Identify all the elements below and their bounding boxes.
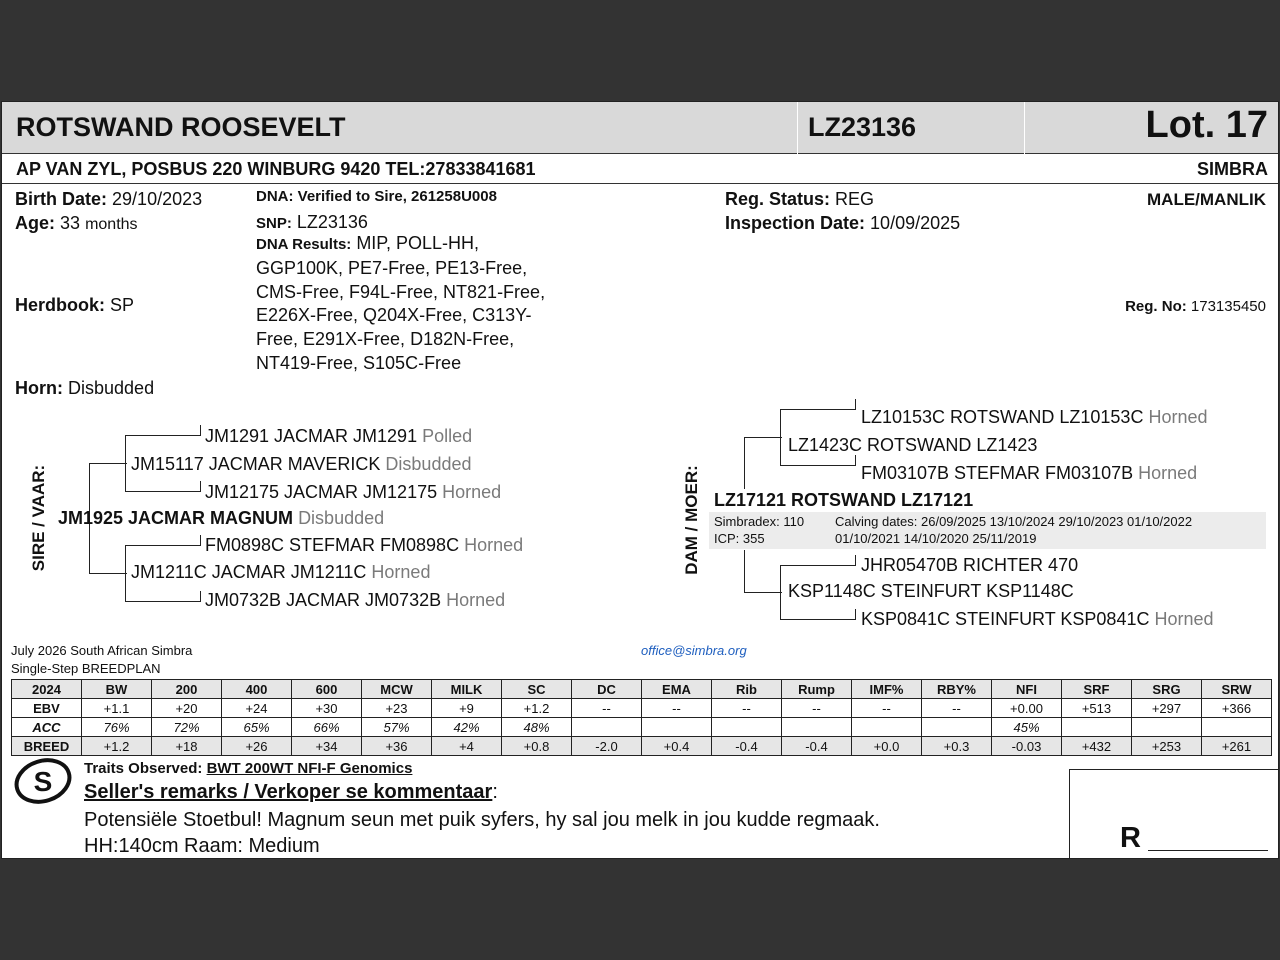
sire-sire-dam bbox=[205, 482, 501, 503]
pedigree-line bbox=[855, 399, 856, 409]
dam-stats bbox=[709, 512, 1266, 549]
sire bbox=[58, 508, 384, 529]
horn-value: Disbudded bbox=[68, 378, 155, 398]
ebv-header-row bbox=[12, 680, 1272, 699]
ancestor-horn: Horned bbox=[1138, 463, 1198, 483]
pedigree-line bbox=[125, 491, 201, 492]
ancestor-horn: Horned bbox=[1154, 609, 1214, 629]
ebv-cell: -- bbox=[922, 699, 992, 718]
ebv-row bbox=[12, 718, 1272, 737]
ebv-cell: +23 bbox=[362, 699, 432, 718]
ebv-cell: -0.4 bbox=[782, 737, 852, 756]
email-link[interactable]: office@simbra.org bbox=[641, 643, 747, 658]
age-label: Age: bbox=[15, 213, 55, 233]
sire-dam-dam bbox=[205, 590, 505, 611]
pedigree-line bbox=[200, 535, 201, 545]
ebv-header-cell: MILK bbox=[432, 680, 502, 699]
icp: ICP: 355 bbox=[714, 531, 765, 546]
age-unit: months bbox=[85, 216, 138, 233]
ancestor-horn: Horned bbox=[371, 562, 431, 582]
ebv-table bbox=[11, 679, 1272, 756]
dam-sire-dam bbox=[861, 463, 1197, 484]
ebv-cell: +18 bbox=[152, 737, 222, 756]
owner-bar bbox=[2, 154, 1279, 184]
horn-label: Horn: bbox=[15, 378, 63, 398]
ancestor-name: KSP1148C STEINFURT KSP1148C bbox=[788, 581, 1074, 601]
horn bbox=[15, 378, 154, 399]
pedigree-line bbox=[89, 573, 127, 574]
traits-observed bbox=[84, 760, 412, 777]
dna-results-value: MIP, POLL-HH, GGP100K, PE7-Free, PE13-Free, CMS-Free, F94L-Free, NT821-Free, E226X-Free, Q204X-Free, C313Y-Free, E291X-Free, D182N-Free, NT419-Free, S105C-Free bbox=[256, 233, 546, 373]
remarks-line: Potensiële Stoetbul! Magnum seun met puik syfers, hy sal jou melk in jou kudde regmaak. bbox=[84, 809, 880, 831]
ebv-cell bbox=[642, 718, 712, 737]
reg-no-value: 173135450 bbox=[1190, 298, 1266, 315]
ebv-row bbox=[12, 699, 1272, 718]
ebv-header-cell: SRW bbox=[1202, 680, 1272, 699]
ancestor-name: FM03107B STEFMAR FM03107B bbox=[861, 463, 1134, 483]
calving-dates-2: 01/10/2021 14/10/2020 25/11/2019 bbox=[835, 531, 1037, 546]
ebv-header-cell: IMF% bbox=[852, 680, 922, 699]
ebv-cell bbox=[922, 718, 992, 737]
ebv-cell: -- bbox=[852, 699, 922, 718]
pedigree-line bbox=[780, 465, 856, 466]
reg-status bbox=[725, 189, 874, 210]
pedigree-line bbox=[744, 550, 745, 592]
breedplan-title-1: July 2026 South African Simbra bbox=[11, 643, 193, 658]
ebv-header-cell: MCW bbox=[362, 680, 432, 699]
ebv-cell: -- bbox=[572, 699, 642, 718]
logo-letter: S bbox=[33, 766, 53, 797]
pedigree-line bbox=[200, 591, 201, 601]
breedplan-title-2: Single-Step BREEDPLAN bbox=[11, 661, 161, 676]
ancestor-name: JM15117 JACMAR MAVERICK bbox=[131, 454, 381, 474]
ebv-header-cell: 600 bbox=[292, 680, 362, 699]
ancestor-name: LZ17121 ROTSWAND LZ17121 bbox=[714, 490, 974, 510]
ancestor-horn: Polled bbox=[422, 426, 473, 446]
ebv-row-label: BREED bbox=[12, 737, 82, 756]
calving-dates-1: Calving dates: 26/09/2025 13/10/2024 29/10/2023 01/10/2022 bbox=[835, 514, 1193, 529]
pedigree-line bbox=[780, 619, 856, 620]
ebv-cell: +30 bbox=[292, 699, 362, 718]
ebv-cell: +36 bbox=[362, 737, 432, 756]
herdbook-label: Herdbook: bbox=[15, 295, 105, 315]
ebv-cell bbox=[1202, 718, 1272, 737]
price-box[interactable] bbox=[1069, 769, 1279, 859]
dam-dam-sire bbox=[861, 555, 1078, 576]
inspection-date bbox=[725, 213, 960, 234]
ancestor-horn: Horned bbox=[446, 590, 506, 610]
lot-card bbox=[1, 101, 1279, 859]
price-label: R bbox=[1120, 822, 1141, 854]
pedigree-line bbox=[780, 565, 781, 619]
ebv-cell: 72% bbox=[152, 718, 222, 737]
age bbox=[15, 213, 138, 234]
ebv-header-cell: RBY% bbox=[922, 680, 992, 699]
ebv-cell bbox=[1132, 718, 1202, 737]
lot-number: Lot. 17 bbox=[1145, 104, 1268, 146]
ebv-row-label: ACC bbox=[12, 718, 82, 737]
sire-sire-sire bbox=[205, 426, 472, 447]
ebv-cell: +20 bbox=[152, 699, 222, 718]
ebv-cell: +366 bbox=[1202, 699, 1272, 718]
sire-dam bbox=[131, 562, 430, 583]
ebv-header-cell: BW bbox=[82, 680, 152, 699]
reg-status-label: Reg. Status: bbox=[725, 189, 831, 209]
ebv-cell: +1.2 bbox=[82, 737, 152, 756]
remarks-heading bbox=[84, 781, 498, 804]
ebv-cell: +297 bbox=[1132, 699, 1202, 718]
herdbook-value: SP bbox=[110, 295, 135, 315]
remarks-text bbox=[84, 807, 880, 859]
pedigree-line bbox=[200, 425, 201, 435]
ebv-cell: +261 bbox=[1202, 737, 1272, 756]
traits-value: BWT 200WT NFI-F Genomics bbox=[206, 760, 413, 777]
ebv-cell: +34 bbox=[292, 737, 362, 756]
pedigree-line bbox=[200, 481, 201, 491]
snp bbox=[256, 212, 368, 233]
ancestor-name: LZ10153C ROTSWAND LZ10153C bbox=[861, 407, 1144, 427]
owner-details: AP VAN ZYL, POSBUS 220 WINBURG 9420 TEL:27833841681 bbox=[16, 159, 536, 179]
ebv-cell: +432 bbox=[1062, 737, 1132, 756]
ebv-cell: -0.4 bbox=[712, 737, 782, 756]
dam-dam bbox=[788, 581, 1074, 602]
ebv-cell: -0.03 bbox=[992, 737, 1062, 756]
ancestor-horn: Horned bbox=[442, 482, 502, 502]
dam-sire bbox=[788, 435, 1037, 456]
ebv-header-cell: Rib bbox=[712, 680, 782, 699]
pedigree-line bbox=[855, 555, 856, 565]
remarks-label: Seller's remarks / Verkoper se kommentaar bbox=[84, 781, 493, 803]
ebv-header-cell: SRG bbox=[1132, 680, 1202, 699]
ebv-cell: +253 bbox=[1132, 737, 1202, 756]
ebv-cell bbox=[782, 718, 852, 737]
ancestor-horn: Horned bbox=[464, 535, 524, 555]
ancestor-name: JM1291 JACMAR JM1291 bbox=[205, 426, 418, 446]
ancestor-name: FM0898C STEFMAR FM0898C bbox=[205, 535, 460, 555]
divider bbox=[797, 102, 798, 154]
pedigree-line bbox=[780, 409, 856, 410]
ebv-cell: -- bbox=[782, 699, 852, 718]
ebv-cell: +24 bbox=[222, 699, 292, 718]
age-value: 33 bbox=[60, 213, 81, 233]
ancestor-name: JM1925 JACMAR MAGNUM bbox=[58, 508, 294, 528]
title-bar bbox=[2, 102, 1279, 154]
pedigree-line bbox=[125, 435, 201, 436]
pedigree-line bbox=[125, 545, 201, 546]
divider bbox=[1024, 102, 1025, 154]
dna-results-label: DNA Results: bbox=[256, 236, 352, 253]
pedigree-line bbox=[744, 437, 782, 438]
ancestor-name: JM12175 JACMAR JM12175 bbox=[205, 482, 438, 502]
ebv-cell: 45% bbox=[992, 718, 1062, 737]
birth-date bbox=[15, 189, 202, 210]
ebv-cell: +4 bbox=[432, 737, 502, 756]
ebv-cell bbox=[712, 718, 782, 737]
ancestor-horn: Disbudded bbox=[298, 508, 385, 528]
snp-value: LZ23136 bbox=[296, 212, 368, 232]
ebv-row bbox=[12, 737, 1272, 756]
ebv-header-cell: 200 bbox=[152, 680, 222, 699]
ebv-cell: 57% bbox=[362, 718, 432, 737]
ancestor-horn: Disbudded bbox=[385, 454, 472, 474]
pedigree-line bbox=[744, 437, 745, 489]
birth-date-value: 29/10/2023 bbox=[112, 189, 203, 209]
ebv-cell: +26 bbox=[222, 737, 292, 756]
herdbook bbox=[15, 295, 134, 316]
remarks-colon: : bbox=[492, 781, 498, 803]
pedigree-line bbox=[125, 601, 201, 602]
price-line bbox=[1148, 850, 1268, 851]
ancestor-name: JM1211C JACMAR JM1211C bbox=[131, 562, 367, 582]
sire-label: SIRE / VAAR: bbox=[29, 464, 48, 572]
dam bbox=[714, 490, 973, 511]
ebv-cell: -- bbox=[642, 699, 712, 718]
ebv-cell: 65% bbox=[222, 718, 292, 737]
inspection-label: Inspection Date: bbox=[725, 213, 866, 233]
snp-label: SNP: bbox=[256, 215, 292, 232]
ancestor-name: LZ1423C ROTSWAND LZ1423 bbox=[788, 435, 1038, 455]
ebv-cell: -2.0 bbox=[572, 737, 642, 756]
pedigree-line bbox=[780, 409, 781, 465]
ebv-cell bbox=[572, 718, 642, 737]
sex: MALE/MANLIK bbox=[1147, 190, 1266, 209]
dna-verification: DNA: Verified to Sire, 261258U008 bbox=[256, 188, 497, 205]
ebv-header-cell: 400 bbox=[222, 680, 292, 699]
ebv-cell bbox=[1062, 718, 1132, 737]
ebv-header-cell: 2024 bbox=[12, 680, 82, 699]
animal-id: LZ23136 bbox=[808, 112, 917, 142]
dam-sire-sire bbox=[861, 407, 1208, 428]
animal-name: ROTSWAND ROOSEVELT bbox=[16, 112, 346, 142]
ebv-cell: 66% bbox=[292, 718, 362, 737]
ebv-cell: +1.2 bbox=[502, 699, 572, 718]
sire-sire bbox=[131, 454, 471, 475]
ebv-header-cell: Rump bbox=[782, 680, 852, 699]
ebv-cell: 42% bbox=[432, 718, 502, 737]
simbra-logo bbox=[12, 754, 76, 806]
pedigree-line bbox=[125, 435, 126, 491]
ebv-header-cell: DC bbox=[572, 680, 642, 699]
reg-no-label: Reg. No: bbox=[1125, 298, 1187, 315]
pedigree-line bbox=[125, 545, 126, 601]
ebv-cell: +0.3 bbox=[922, 737, 992, 756]
sire-dam-sire bbox=[205, 535, 523, 556]
ebv-cell bbox=[852, 718, 922, 737]
ebv-cell: +513 bbox=[1062, 699, 1132, 718]
simbradex: Simbradex: 110 bbox=[714, 514, 805, 529]
ebv-header-cell: SRF bbox=[1062, 680, 1132, 699]
ebv-cell: +0.0 bbox=[852, 737, 922, 756]
birth-date-label: Birth Date: bbox=[15, 189, 108, 209]
remarks-line: HH:140cm Raam: Medium bbox=[84, 835, 320, 857]
ebv-cell: +0.8 bbox=[502, 737, 572, 756]
pedigree-line bbox=[855, 455, 856, 465]
ancestor-name: JHR05470B RICHTER 470 bbox=[861, 555, 1079, 575]
pedigree-line bbox=[89, 463, 127, 464]
ebv-cell: +9 bbox=[432, 699, 502, 718]
dam-dam-dam bbox=[861, 609, 1214, 630]
reg-no bbox=[1125, 298, 1266, 315]
ancestor-name: JM0732B JACMAR JM0732B bbox=[205, 590, 442, 610]
ebv-row-label: EBV bbox=[12, 699, 82, 718]
ebv-cell: -- bbox=[712, 699, 782, 718]
ancestor-horn: Horned bbox=[1148, 407, 1208, 427]
pedigree-line bbox=[855, 609, 856, 619]
ebv-cell: +0.00 bbox=[992, 699, 1062, 718]
traits-label: Traits Observed: bbox=[84, 760, 203, 777]
dam-label: DAM / MOER: bbox=[682, 465, 701, 575]
reg-status-value: REG bbox=[835, 189, 875, 209]
dna-results bbox=[256, 232, 556, 376]
ebv-cell: 48% bbox=[502, 718, 572, 737]
ebv-header-cell: SC bbox=[502, 680, 572, 699]
ebv-header-cell: NFI bbox=[992, 680, 1062, 699]
ancestor-name: KSP0841C STEINFURT KSP0841C bbox=[861, 609, 1150, 629]
inspection-value: 10/09/2025 bbox=[870, 213, 961, 233]
pedigree-line bbox=[780, 565, 856, 566]
breed: SIMBRA bbox=[1197, 159, 1268, 179]
ebv-cell: +0.4 bbox=[642, 737, 712, 756]
ebv-cell: +1.1 bbox=[82, 699, 152, 718]
ebv-cell: 76% bbox=[82, 718, 152, 737]
ebv-header-cell: EMA bbox=[642, 680, 712, 699]
pedigree-line bbox=[744, 592, 782, 593]
